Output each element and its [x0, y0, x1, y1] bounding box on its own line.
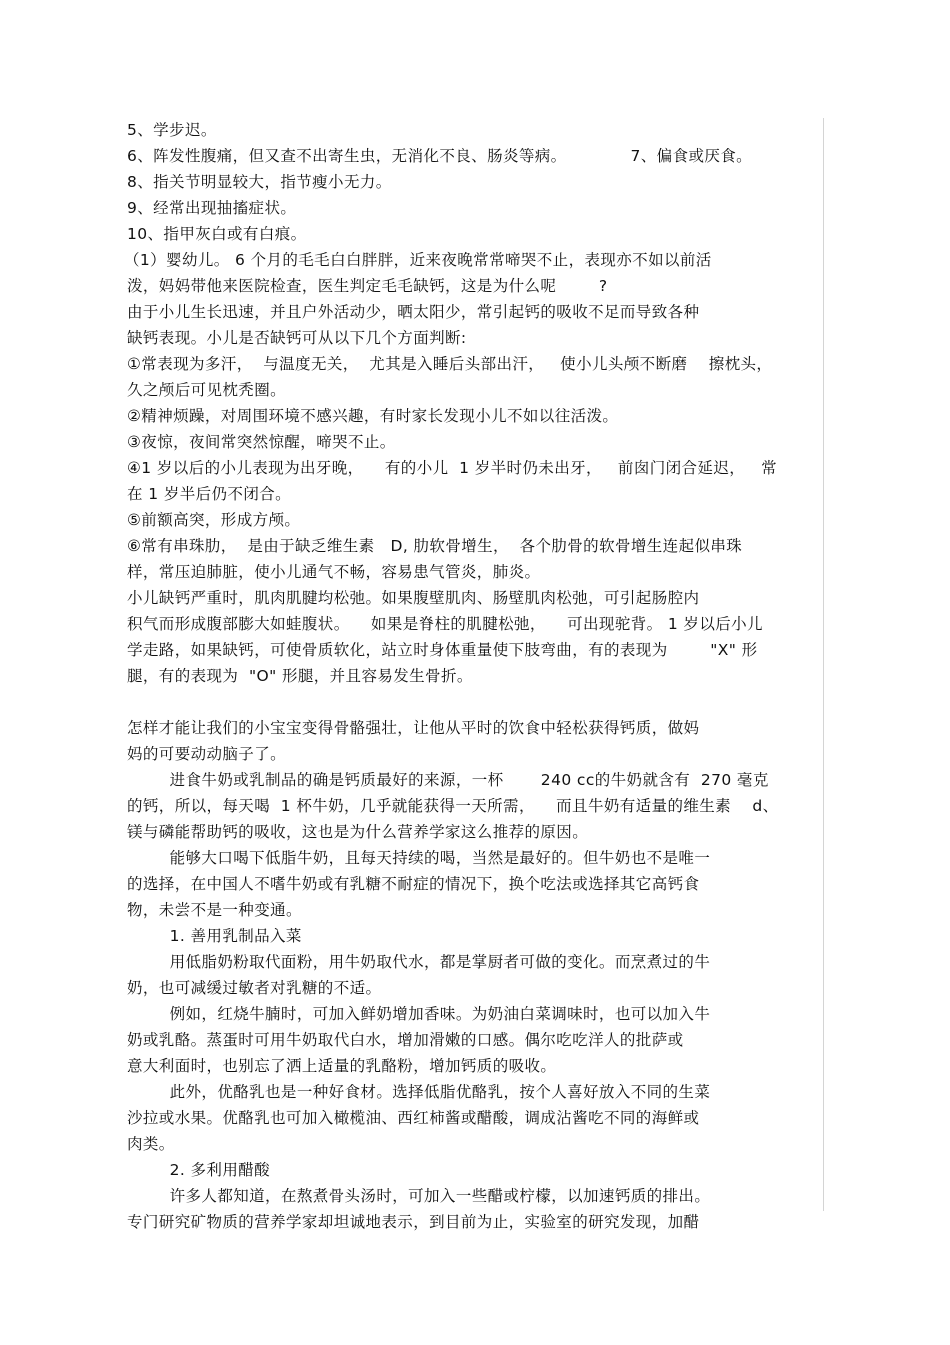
- text-line: ⑥常有串珠肋， 是由于缺乏维生素 D, 肋软骨增生， 各个肋骨的软骨增生连起似串珠: [127, 537, 743, 555]
- text-line: 10、指甲灰白或有白痕。: [127, 225, 307, 243]
- text-line: 在 1 岁半后仍不闭合。: [127, 485, 292, 503]
- text-line: 进食牛奶或乳制品的确是钙质最好的来源，一杯 240 cc的牛奶就含有 270 毫克: [127, 771, 769, 789]
- text-line: 此外，优酪乳也是一种好食材。选择低脂优酪乳，按个人喜好放入不同的生菜: [127, 1083, 711, 1101]
- text-line: 由于小儿生长迅速，并且户外活动少，晒太阳少，常引起钙的吸收不足而导致各种: [127, 303, 700, 321]
- text-line: 的钙，所以，每天喝 1 杯牛奶，几乎就能获得一天所需， 而且牛奶有适量的维生素 d、: [127, 797, 779, 815]
- text-line: 8、指关节明显较大，指节瘦小无力。: [127, 173, 392, 191]
- text-line: 小儿缺钙严重时，肌肉肌腱均松弛。如果腹壁肌肉、肠壁肌肉松弛，可引起肠腔内: [127, 589, 700, 607]
- text-line: 奶或乳酪。蒸蛋时可用牛奶取代白水，增加滑嫩的口感。偶尔吃吃洋人的批萨或: [127, 1031, 684, 1049]
- section-heading: 2. 多利用醋酸: [127, 1161, 271, 1179]
- text-line: 样，常压迫肺脏，使小儿通气不畅，容易患气管炎，肺炎。: [127, 563, 541, 581]
- text-line: 5、学步迟。: [127, 121, 217, 139]
- text-line: 沙拉或水果。优酪乳也可加入橄榄油、西红柿酱或醋酸，调成沾酱吃不同的海鲜或: [127, 1109, 700, 1127]
- text-line: 缺钙表现。小儿是否缺钙可从以下几个方面判断:: [127, 329, 467, 347]
- text-line: 妈的可要动动脑子了。: [127, 745, 287, 763]
- text-line: 专门研究矿物质的营养学家却坦诚地表示，到目前为止，实验室的研究发现，加醋: [127, 1213, 700, 1231]
- text-line: 物，未尝不是一种变通。: [127, 901, 302, 919]
- text-line: 例如，红烧牛腩时，可加入鲜奶增加香味。为奶油白菜调味时，也可以加入牛: [127, 1005, 711, 1023]
- text-line: 许多人都知道，在熬煮骨头汤时，可加入一些醋或柠檬，以加速钙质的排出。: [127, 1187, 711, 1205]
- text-line: ⑤前额高突，形成方颅。: [127, 511, 301, 529]
- text-line: 9、经常出现抽搐症状。: [127, 199, 297, 217]
- text-line: ④1 岁以后的小儿表现为出牙晚， 有的小儿 1 岁半时仍未出牙， 前囱门闭合延迟， 常: [127, 459, 777, 477]
- text-line: 能够大口喝下低脂牛奶，且每天持续的喝，当然是最好的。但牛奶也不是唯一: [127, 849, 711, 867]
- text-line: 镁与磷能帮助钙的吸收，这也是为什么营养学家这么推荐的原因。: [127, 823, 589, 841]
- text-line: 学走路，如果缺钙，可使骨质软化，站立时身体重量使下肢弯曲，有的表现为 "X" 形: [127, 641, 758, 659]
- text-line: 的选择，在中国人不嗜牛奶或有乳糖不耐症的情况下，换个吃法或选择其它高钙食: [127, 875, 700, 893]
- text-line: 怎样才能让我们的小宝宝变得骨骼强壮，让他从平时的饮食中轻松获得钙质，做妈: [127, 719, 700, 737]
- text-line: ②精神烦躁，对周围环境不感兴趣，有时家长发现小儿不如以往活泼。: [127, 407, 619, 425]
- text-line: 奶，也可减缓过敏者对乳糖的不适。: [127, 979, 382, 997]
- text-line: 用低脂奶粉取代面粉，用牛奶取代水，都是掌厨者可做的变化。而烹煮过的牛: [127, 953, 711, 971]
- text-line: 久之颅后可见枕秃圈。: [127, 381, 287, 399]
- text-line: 积气而形成腹部膨大如蛙腹状。 如果是脊柱的肌腱松弛， 可出现驼背。 1 岁以后小儿: [127, 615, 763, 633]
- right-margin-rule: [823, 118, 824, 1211]
- text-line: （1）婴幼儿。 6 个月的毛毛白白胖胖，近来夜晚常常啼哭不止，表现亦不如以前活: [124, 251, 712, 269]
- text-line: 意大利面时，也别忘了洒上适量的乳酪粉，增加钙质的吸收。: [127, 1057, 557, 1075]
- text-line: ①常表现为多汗， 与温度无关， 尤其是入睡后头部出汗， 使小儿头颅不断磨 擦枕头，: [127, 355, 773, 373]
- text-line: ③夜惊，夜间常突然惊醒，啼哭不止。: [127, 433, 396, 451]
- text-line: 腿，有的表现为 "O" 形腿，并且容易发生骨折。: [127, 667, 473, 685]
- text-line: 6、阵发性腹痛，但又查不出寄生虫，无消化不良、肠炎等病。 7、偏食或厌食。: [127, 147, 753, 165]
- section-heading: 1. 善用乳制品入菜: [127, 927, 302, 945]
- text-line: 泼，妈妈带他来医院检查，医生判定毛毛缺钙，这是为什么呢 ?: [127, 277, 608, 295]
- text-line: 肉类。: [127, 1135, 175, 1153]
